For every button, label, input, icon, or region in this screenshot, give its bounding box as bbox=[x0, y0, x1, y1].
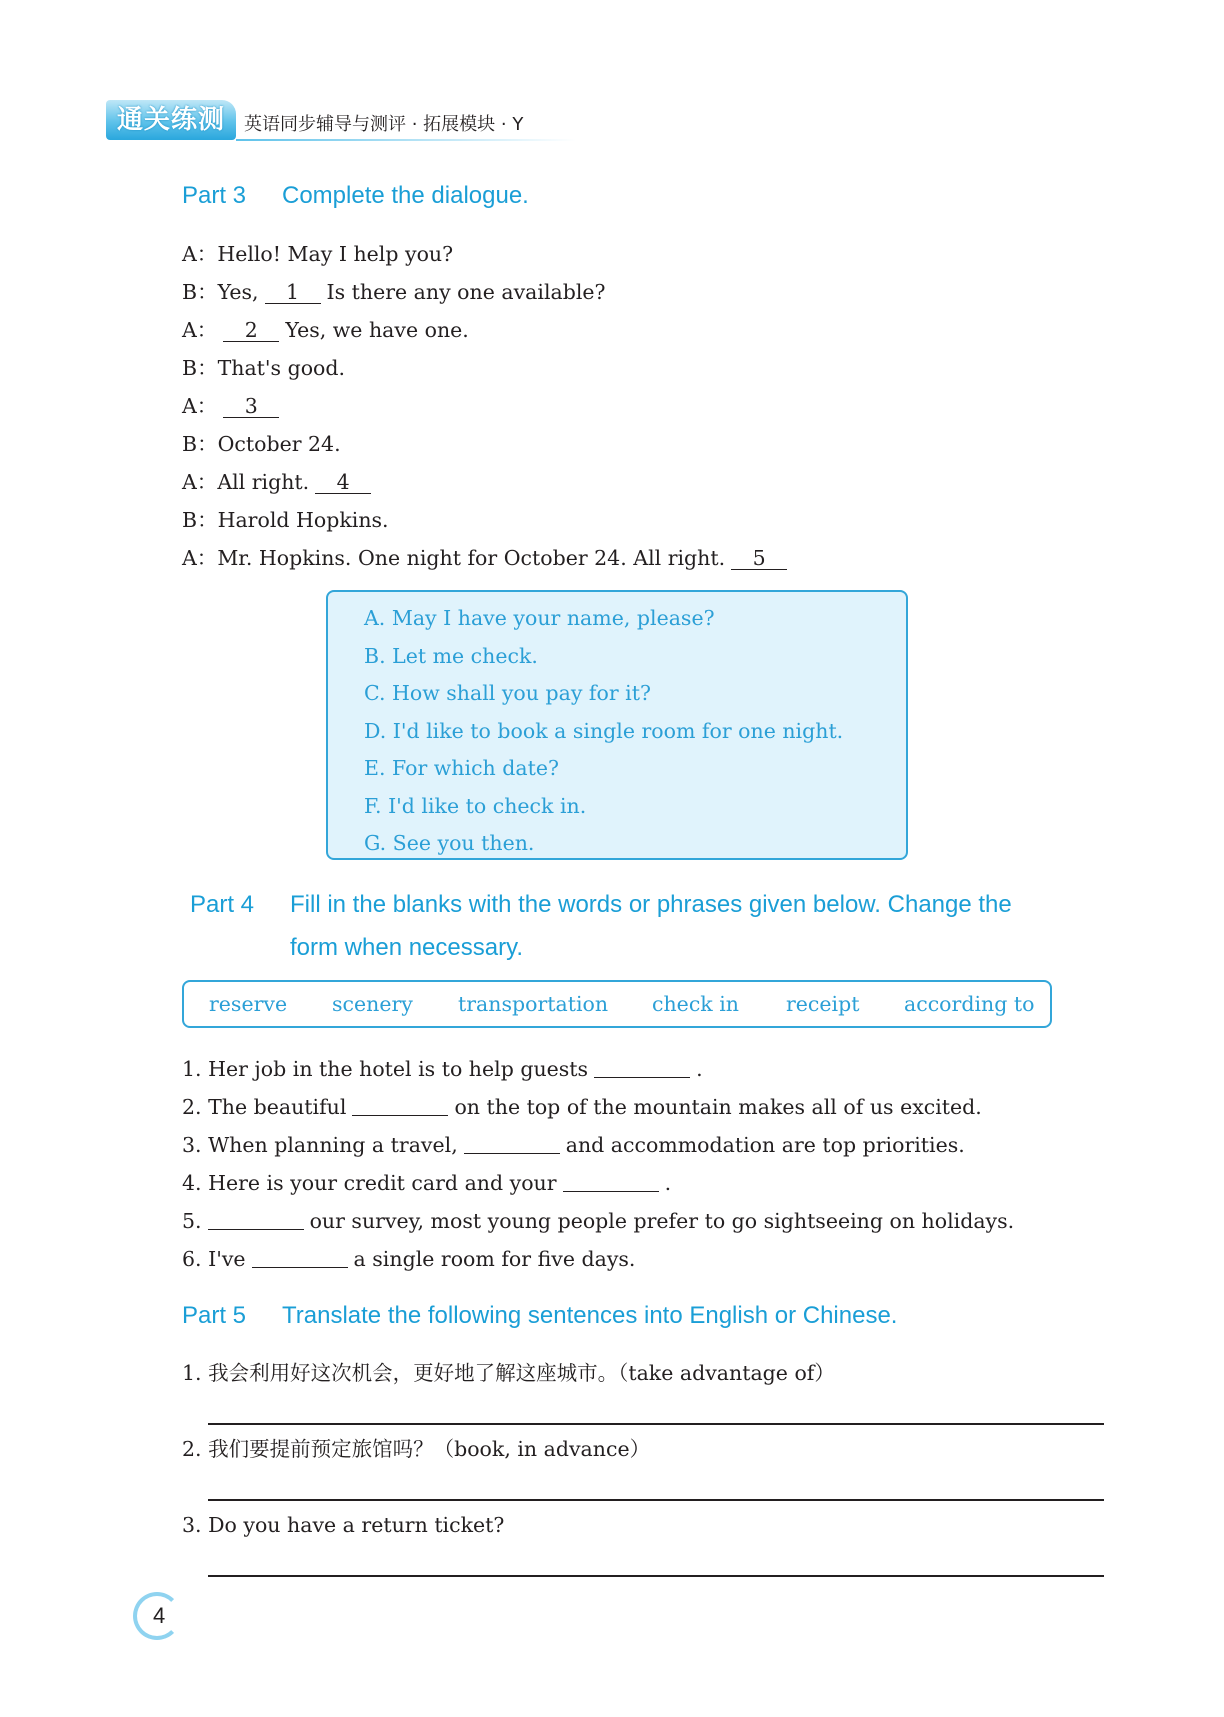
speaker: A： bbox=[182, 546, 218, 570]
part5-label: Part 5 bbox=[182, 1302, 247, 1329]
sentence-text: . bbox=[664, 1171, 672, 1195]
part4-instruction-line2: form when necessary. bbox=[290, 934, 523, 961]
blank-1[interactable]: 1 bbox=[265, 281, 321, 304]
sentence-5 bbox=[182, 1206, 1014, 1236]
dialogue-line bbox=[182, 277, 606, 307]
sentence-blank[interactable] bbox=[563, 1171, 659, 1192]
item-number: 2. bbox=[182, 1437, 202, 1461]
line-text: All right. bbox=[217, 470, 310, 494]
sentence-text: Here is your credit card and your bbox=[208, 1171, 557, 1195]
dialogue-line bbox=[182, 543, 793, 573]
sentence-text: a single room for five days. bbox=[353, 1247, 636, 1271]
option-b: B. Let me check. bbox=[364, 643, 538, 668]
line-text: That's good. bbox=[217, 356, 346, 380]
answer-line-2[interactable] bbox=[208, 1499, 1104, 1501]
header-rule bbox=[236, 139, 576, 141]
line-text: October 24. bbox=[217, 432, 341, 456]
sentence-text: The beautiful bbox=[208, 1095, 347, 1119]
word-box bbox=[182, 980, 1052, 1028]
sentence-number: 2. bbox=[182, 1095, 202, 1119]
sentence-blank[interactable] bbox=[208, 1209, 304, 1230]
item-text: Do you have a return ticket? bbox=[208, 1513, 505, 1537]
speaker: B： bbox=[182, 280, 218, 304]
blank-2[interactable]: 2 bbox=[223, 319, 279, 342]
part5-heading bbox=[182, 1302, 897, 1330]
dialogue-line bbox=[182, 239, 453, 269]
sentence-1 bbox=[182, 1054, 703, 1084]
sentence-blank[interactable] bbox=[352, 1095, 448, 1116]
option-e: E. For which date? bbox=[364, 756, 559, 780]
speaker: A： bbox=[182, 470, 218, 494]
speaker: A： bbox=[182, 318, 218, 342]
sentence-number: 6. bbox=[182, 1247, 202, 1271]
item-text: 我会利用好这次机会，更好地了解这座城市。（take advantage of） bbox=[208, 1361, 835, 1385]
sentence-blank[interactable] bbox=[464, 1133, 560, 1154]
sentence-blank[interactable] bbox=[252, 1247, 348, 1268]
sentence-number: 5. bbox=[182, 1209, 202, 1233]
dialogue-line bbox=[182, 353, 345, 383]
sentence-number: 3. bbox=[182, 1133, 202, 1157]
speaker: B： bbox=[182, 356, 218, 380]
blank-5[interactable]: 5 bbox=[731, 547, 787, 570]
answer-line-3[interactable] bbox=[208, 1575, 1104, 1577]
sentence-blank[interactable] bbox=[594, 1057, 690, 1078]
dialogue-line bbox=[182, 391, 285, 421]
dialogue-line bbox=[182, 315, 469, 345]
option-c: C. How shall you pay for it? bbox=[364, 681, 651, 705]
option-d: D. I'd like to book a single room for one night. bbox=[364, 718, 844, 743]
blank-4[interactable]: 4 bbox=[315, 471, 371, 494]
part3-label: Part 3 bbox=[182, 182, 247, 209]
speaker: B： bbox=[182, 508, 218, 532]
options-box bbox=[326, 590, 908, 860]
sentence-text: I've bbox=[208, 1247, 246, 1271]
part3-heading bbox=[182, 182, 529, 210]
option-g: G. See you then. bbox=[364, 831, 535, 855]
word-receipt: receipt bbox=[786, 992, 860, 1016]
word-according-to: according to bbox=[904, 992, 1035, 1016]
word-transportation: transportation bbox=[458, 992, 609, 1016]
dialogue-line bbox=[182, 429, 341, 459]
speaker: A： bbox=[182, 394, 218, 418]
item-text: 我们要提前预定旅馆吗？（book, in advance） bbox=[208, 1437, 651, 1461]
option-a: A. May I have your name, please? bbox=[364, 606, 715, 630]
dialogue-line bbox=[182, 505, 389, 535]
line-text: Is there any one available? bbox=[326, 280, 606, 304]
sentence-text: on the top of the mountain makes all of us excited. bbox=[454, 1095, 982, 1119]
speaker: A： bbox=[182, 242, 218, 266]
option-f: F. I'd like to check in. bbox=[364, 793, 587, 818]
part4-heading bbox=[190, 891, 1012, 919]
part3-instruction: Complete the dialogue. bbox=[282, 182, 529, 209]
line-text: Harold Hopkins. bbox=[217, 508, 389, 532]
dialogue-line bbox=[182, 467, 377, 497]
sentence-text: Her job in the hotel is to help guests bbox=[208, 1057, 589, 1081]
blank-3[interactable]: 3 bbox=[223, 395, 279, 418]
sentence-6 bbox=[182, 1244, 635, 1274]
line-text: Yes, we have one. bbox=[285, 318, 469, 342]
part4-label: Part 4 bbox=[190, 891, 255, 918]
item-number: 1. bbox=[182, 1361, 202, 1385]
sentence-3 bbox=[182, 1130, 965, 1160]
line-text: Yes, bbox=[217, 280, 259, 304]
line-text: Mr. Hopkins. One night for October 24. All right. bbox=[217, 546, 726, 570]
sentence-number: 1. bbox=[182, 1057, 202, 1081]
header-title: 英语同步辅导与测评 · 拓展模块 · Y bbox=[244, 114, 524, 135]
line-text: Hello! May I help you? bbox=[217, 242, 454, 266]
speaker: B： bbox=[182, 432, 218, 456]
sentence-4 bbox=[182, 1168, 671, 1198]
item-number: 3. bbox=[182, 1513, 202, 1537]
header-logo: 通关练测 bbox=[106, 100, 236, 140]
word-scenery: scenery bbox=[332, 992, 413, 1016]
part4-instruction-line1: Fill in the blanks with the words or phrases given below. Change the bbox=[290, 891, 1012, 918]
sentence-text: and accommodation are top priorities. bbox=[565, 1133, 965, 1157]
sentence-text: our survey, most young people prefer to go sightseeing on holidays. bbox=[309, 1209, 1015, 1233]
word-check-in: check in bbox=[652, 992, 739, 1016]
sentence-2 bbox=[182, 1092, 982, 1122]
translate-item-2 bbox=[182, 1434, 650, 1464]
translate-item-1 bbox=[182, 1358, 835, 1388]
sentence-number: 4. bbox=[182, 1171, 202, 1195]
translate-item-3 bbox=[182, 1510, 504, 1540]
word-reserve: reserve bbox=[209, 992, 288, 1016]
answer-line-1[interactable] bbox=[208, 1423, 1104, 1425]
sentence-text: When planning a travel, bbox=[208, 1133, 458, 1157]
sentence-text: . bbox=[696, 1057, 703, 1081]
page-number: 4 bbox=[153, 1603, 166, 1628]
part5-instruction: Translate the following sentences into English or Chinese. bbox=[282, 1302, 898, 1329]
